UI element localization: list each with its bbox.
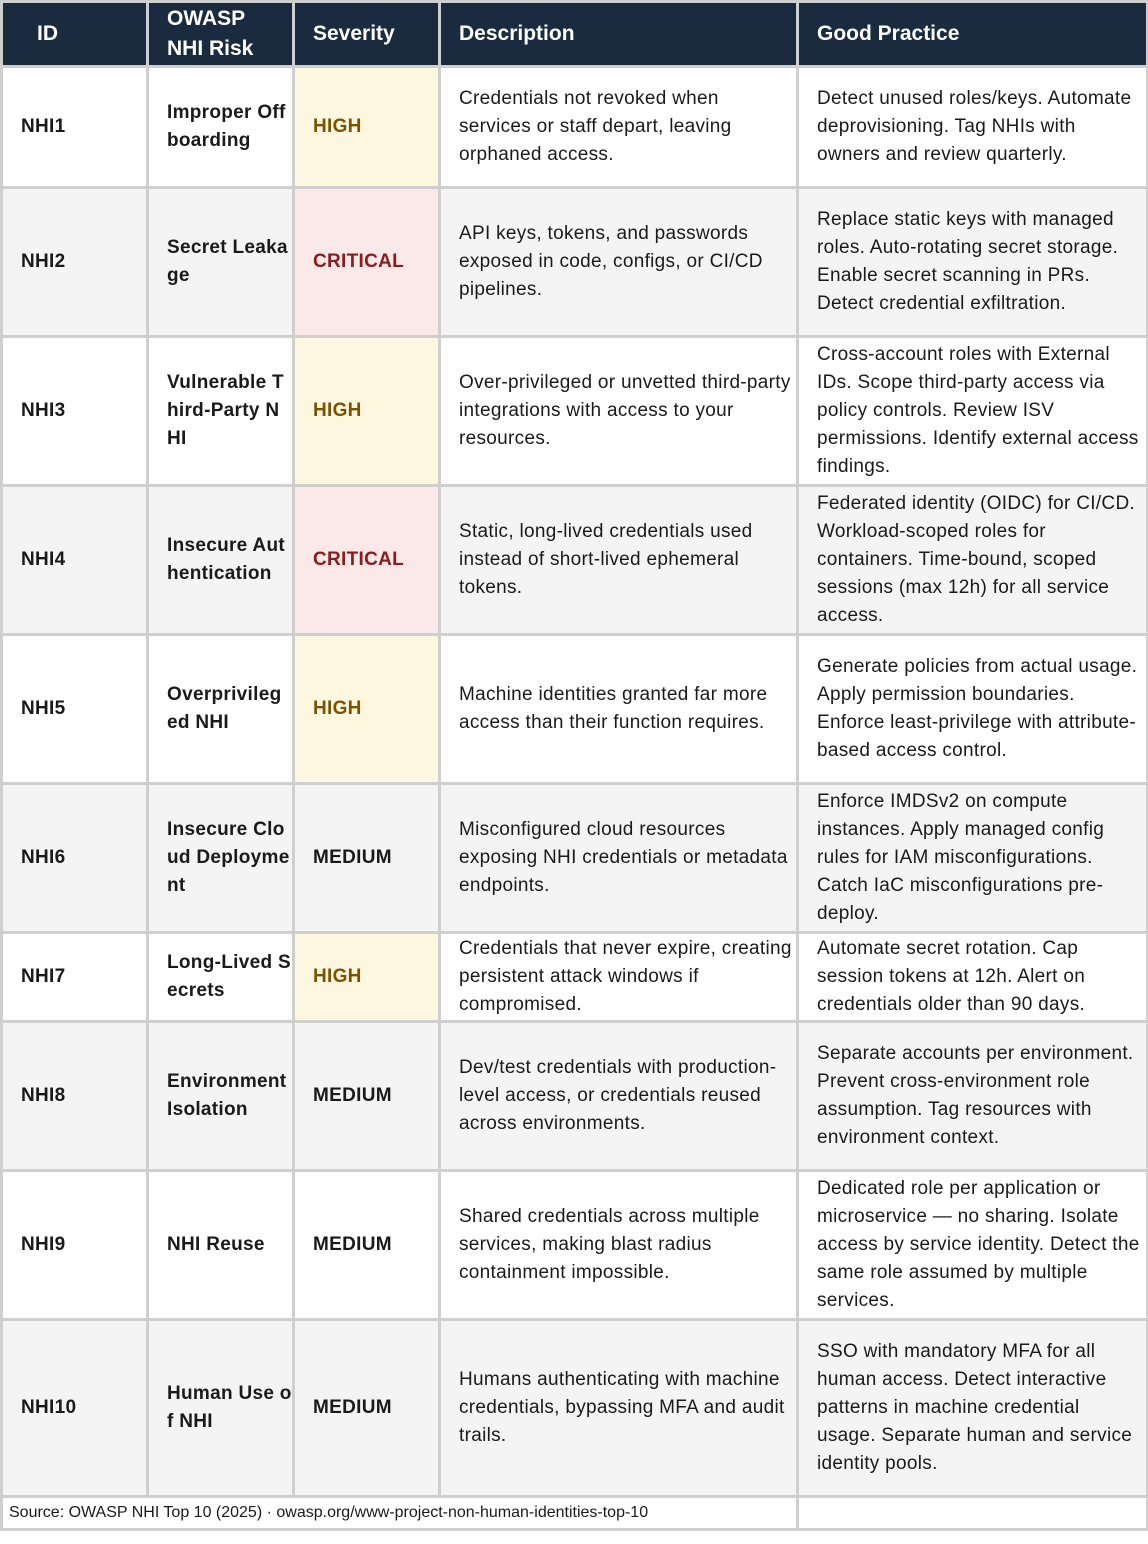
risk-id: NHI1 bbox=[3, 68, 146, 186]
column-header-severity: Severity bbox=[295, 3, 438, 65]
risk-description: Shared credentials across multiple services, making blast radius containment impossible. bbox=[441, 1172, 796, 1318]
column-header-description: Description bbox=[441, 3, 796, 65]
column-header-risk-line1: OWASP bbox=[167, 7, 246, 30]
table-row bbox=[3, 1023, 1146, 1169]
good-practice: Generate policies from actual usage. Apply permission boundaries. Enforce least-privilege with attribute-based access control. bbox=[799, 636, 1146, 782]
risk-id: NHI3 bbox=[3, 338, 146, 484]
header-row bbox=[3, 3, 1146, 65]
risk-name: NHI Reuse bbox=[149, 1172, 292, 1318]
risk-id: NHI4 bbox=[3, 487, 146, 633]
risk-name: Insecure Authentication bbox=[149, 487, 292, 633]
risk-name: Insecure Cloud Deployment bbox=[149, 785, 292, 931]
table-row bbox=[3, 785, 1146, 931]
column-header-risk bbox=[149, 3, 292, 65]
table-row bbox=[3, 1321, 1146, 1495]
severity-badge: MEDIUM bbox=[295, 1023, 438, 1169]
risk-description: API keys, tokens, and passwords exposed in code, configs, or CI/CD pipelines. bbox=[441, 189, 796, 335]
risk-name: Human Use of NHI bbox=[149, 1321, 292, 1495]
risk-name: Overprivileged NHI bbox=[149, 636, 292, 782]
risk-name: Secret Leakage bbox=[149, 189, 292, 335]
risk-description: Dev/test credentials with production-level access, or credentials reused across environments. bbox=[441, 1023, 796, 1169]
table-row bbox=[3, 636, 1146, 782]
risk-name: Environment Isolation bbox=[149, 1023, 292, 1169]
severity-badge: MEDIUM bbox=[295, 1321, 438, 1495]
risk-name: Improper Offboarding bbox=[149, 68, 292, 186]
risk-id: NHI6 bbox=[3, 785, 146, 931]
source-note: Source: OWASP NHI Top 10 (2025) · owasp.org/www-project-non-human-identities-top-10 bbox=[3, 1498, 796, 1528]
risk-description: Humans authenticating with machine credentials, bypassing MFA and audit trails. bbox=[441, 1321, 796, 1495]
table-row bbox=[3, 934, 1146, 1020]
severity-badge: CRITICAL bbox=[295, 487, 438, 633]
table-row bbox=[3, 1172, 1146, 1318]
risk-id: NHI7 bbox=[3, 934, 146, 1020]
footer-row bbox=[3, 1498, 1146, 1528]
risk-name: Long-Lived Secrets bbox=[149, 934, 292, 1020]
column-header-risk-line2: NHI Risk bbox=[167, 37, 254, 60]
risk-id: NHI10 bbox=[3, 1321, 146, 1495]
good-practice: SSO with mandatory MFA for all human access. Detect interactive patterns in machine credential usage. Separate human and service identity pools. bbox=[799, 1321, 1146, 1495]
risk-description: Machine identities granted far more access than their function requires. bbox=[441, 636, 796, 782]
risk-description: Misconfigured cloud resources exposing NHI credentials or metadata endpoints. bbox=[441, 785, 796, 931]
severity-badge: MEDIUM bbox=[295, 1172, 438, 1318]
good-practice: Separate accounts per environment. Prevent cross-environment role assumption. Tag resources with environment context. bbox=[799, 1023, 1146, 1169]
column-header-id: ID bbox=[3, 3, 146, 65]
good-practice: Federated identity (OIDC) for CI/CD. Workload-scoped roles for containers. Time-bound, scoped sessions (max 12h) for all service access. bbox=[799, 487, 1146, 633]
good-practice: Automate secret rotation. Cap session tokens at 12h. Alert on credentials older than 90 days. bbox=[799, 934, 1146, 1020]
table-row bbox=[3, 338, 1146, 484]
risk-description: Credentials that never expire, creating persistent attack windows if compromised. bbox=[441, 934, 796, 1020]
footer-empty-cell bbox=[799, 1498, 1146, 1528]
good-practice: Dedicated role per application or microservice — no sharing. Isolate access by service identity. Detect the same role assumed by multiple services. bbox=[799, 1172, 1146, 1318]
severity-badge: HIGH bbox=[295, 636, 438, 782]
risk-id: NHI5 bbox=[3, 636, 146, 782]
good-practice: Cross-account roles with External IDs. Scope third-party access via policy controls. Review ISV permissions. Identify external access findings. bbox=[799, 338, 1146, 484]
good-practice: Detect unused roles/keys. Automate deprovisioning. Tag NHIs with owners and review quarterly. bbox=[799, 68, 1146, 186]
risk-id: NHI2 bbox=[3, 189, 146, 335]
column-header-good-practice: Good Practice bbox=[799, 3, 1146, 65]
risk-name: Vulnerable Third-Party NHI bbox=[149, 338, 292, 484]
good-practice: Enforce IMDSv2 on compute instances. Apply managed config rules for IAM misconfigurations. Catch IaC misconfigurations pre-deploy. bbox=[799, 785, 1146, 931]
risk-id: NHI9 bbox=[3, 1172, 146, 1318]
severity-badge: HIGH bbox=[295, 934, 438, 1020]
risk-description: Static, long-lived credentials used instead of short-lived ephemeral tokens. bbox=[441, 487, 796, 633]
risk-description: Credentials not revoked when services or staff depart, leaving orphaned access. bbox=[441, 68, 796, 186]
severity-badge: CRITICAL bbox=[295, 189, 438, 335]
risk-id: NHI8 bbox=[3, 1023, 146, 1169]
severity-badge: MEDIUM bbox=[295, 785, 438, 931]
good-practice: Replace static keys with managed roles. Auto-rotating secret storage. Enable secret scanning in PRs. Detect credential exfiltration. bbox=[799, 189, 1146, 335]
severity-badge: HIGH bbox=[295, 338, 438, 484]
severity-badge: HIGH bbox=[295, 68, 438, 186]
table-row bbox=[3, 189, 1146, 335]
table-row bbox=[3, 68, 1146, 186]
risk-description: Over-privileged or unvetted third-party integrations with access to your resources. bbox=[441, 338, 796, 484]
table-row bbox=[3, 487, 1146, 633]
